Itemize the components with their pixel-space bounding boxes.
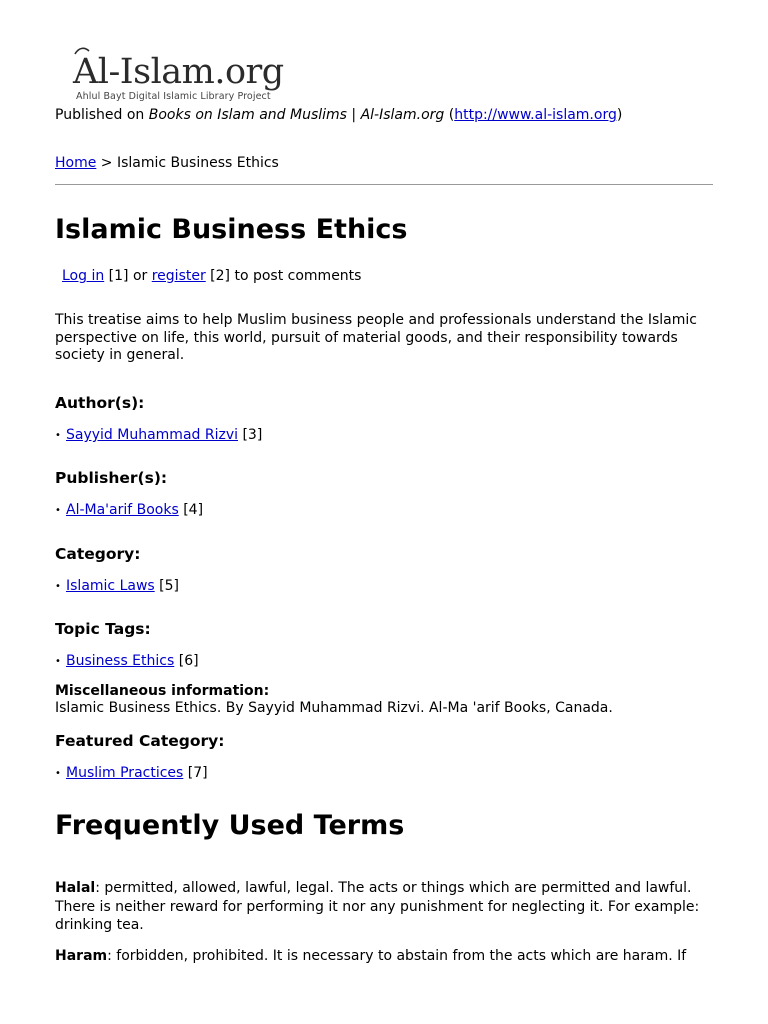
breadcrumb-home-link[interactable]: Home bbox=[55, 155, 97, 171]
breadcrumb-separator: > bbox=[96, 155, 117, 171]
term-definition bbox=[55, 879, 720, 935]
term-text: : forbidden, prohibited. It is necessary to abstain from the acts which are haram. If bbox=[107, 948, 687, 964]
term-name: Halal bbox=[55, 880, 96, 896]
featured-category-link[interactable]: Muslim Practices bbox=[66, 765, 184, 781]
publishers-heading: Publisher(s): bbox=[55, 469, 168, 487]
site-logo[interactable] bbox=[73, 52, 293, 106]
logo-tagline: Ahlul Bayt Digital Islamic Library Project bbox=[76, 91, 271, 102]
login-ref: [1] or bbox=[104, 268, 152, 284]
author-link[interactable]: Sayyid Muhammad Rizvi bbox=[66, 427, 238, 443]
term-definition bbox=[55, 947, 720, 966]
logo-text: Al-Islam.org bbox=[73, 52, 284, 92]
site-name: Books on Islam and Muslims bbox=[148, 107, 347, 123]
intro-paragraph: This treatise aims to help Muslim business people and professionals understand the Islamic perspective on life, this world, pursuit of material goods, and their responsibility towards society in general. bbox=[55, 312, 697, 363]
register-link[interactable]: register bbox=[151, 268, 206, 284]
bullet-icon: • bbox=[55, 505, 61, 516]
topic-tag-item bbox=[55, 653, 199, 669]
featured-category-ref: [7] bbox=[183, 765, 208, 781]
breadcrumb bbox=[55, 155, 279, 171]
site-url-link[interactable]: http://www.al-islam.org bbox=[454, 107, 617, 123]
publisher-ref: [4] bbox=[178, 502, 204, 518]
terms-heading: Frequently Used Terms bbox=[55, 810, 405, 841]
paren-open: ( bbox=[444, 107, 455, 123]
featured-category-heading: Featured Category: bbox=[55, 732, 225, 750]
category-link[interactable]: Islamic Laws bbox=[66, 578, 155, 594]
breadcrumb-current: Islamic Business Ethics bbox=[116, 155, 279, 171]
authors-heading: Author(s): bbox=[55, 394, 145, 412]
login-link[interactable]: Log in bbox=[62, 268, 105, 284]
bullet-icon: • bbox=[55, 656, 61, 667]
login-prompt bbox=[62, 268, 361, 284]
category-ref: [5] bbox=[154, 578, 179, 594]
bullet-icon: • bbox=[55, 581, 61, 592]
page-title: Islamic Business Ethics bbox=[55, 214, 408, 245]
paren-close: ) bbox=[616, 107, 623, 123]
author-ref: [3] bbox=[238, 427, 263, 443]
bullet-icon: • bbox=[55, 768, 61, 779]
published-line bbox=[55, 107, 622, 123]
register-ref: [2] to post comments bbox=[205, 268, 362, 284]
author-item bbox=[55, 427, 262, 443]
misc-info-text: Islamic Business Ethics. By Sayyid Muhammad Rizvi. Al-Ma 'arif Books, Canada. bbox=[55, 700, 613, 716]
header-divider bbox=[55, 184, 713, 185]
publisher-item bbox=[55, 502, 203, 518]
topic-tag-ref: [6] bbox=[174, 653, 199, 669]
topic-tag-link[interactable]: Business Ethics bbox=[66, 653, 175, 669]
bullet-icon: • bbox=[55, 430, 61, 441]
term-name: Haram bbox=[55, 948, 108, 964]
published-separator: | bbox=[346, 107, 361, 123]
published-prefix: Published on bbox=[55, 107, 149, 123]
category-heading: Category: bbox=[55, 545, 141, 563]
site-org: Al-Islam.org bbox=[360, 107, 445, 123]
featured-category-item bbox=[55, 765, 208, 781]
term-text: : permitted, allowed, lawful, legal. The acts or things which are permitted and lawful. There is neither reward for performing it nor any punishment for neglecting it. For example: drinking tea. bbox=[55, 880, 700, 933]
category-item bbox=[55, 578, 179, 594]
publisher-link[interactable]: Al-Ma'arif Books bbox=[66, 502, 179, 518]
misc-info-label: Miscellaneous information: bbox=[55, 683, 270, 699]
topic-tags-heading: Topic Tags: bbox=[55, 620, 151, 638]
